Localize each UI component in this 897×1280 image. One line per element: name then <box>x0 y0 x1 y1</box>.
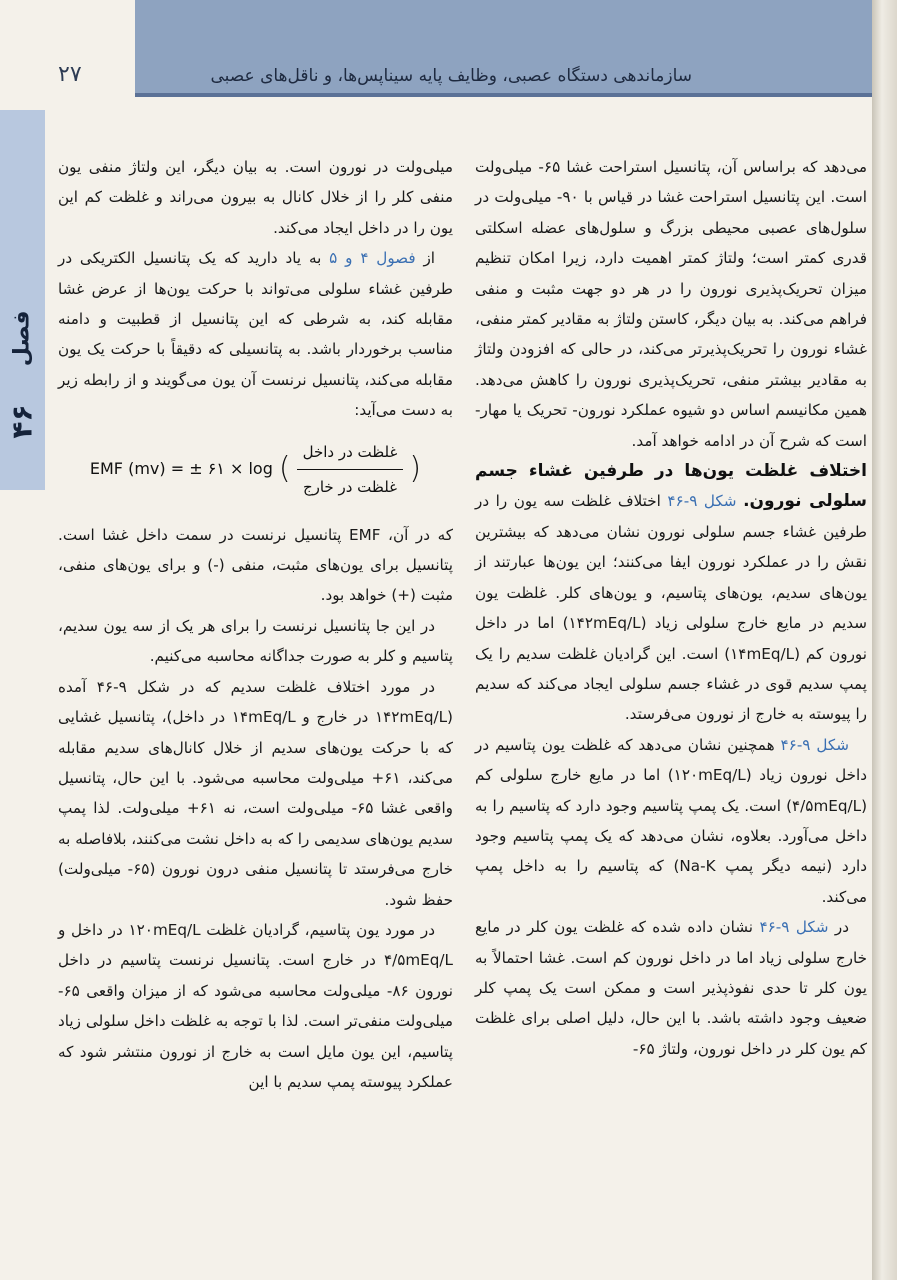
running-title: سازماندهی دستگاه عصبی، وظایف پایه سیناپس‌ها، و ناقل‌های عصبی <box>210 66 692 86</box>
paragraph: در مورد اختلاف غلظت سدیم که در شکل ۹-۴۶ آمده (۱۴۲mEq/L در خارج و ۱۴mEq/L در داخل)، پتانسیل غشایی که با حرکت یون‌های سدیم از خلال کانال‌های سدیم مقابله می‌کند، ۶۱+ میلی‌ولت محاسبه می‌شود. با این حال، پتانسیل واقعی غشا ۶۵- میلی‌ولت است، نه ۶۱+ میلی‌ولت. لذا پمپ سدیم یون‌های سدیمی را که به داخل نشت می‌کنند، بلافاصله به خارج می‌فرستد تا پتانسیل منفی درون نورون (۶۵- میلی‌ولت) حفظ شود. <box>58 677 453 909</box>
fraction-numerator: غلظت در داخل <box>297 437 404 470</box>
right-column <box>475 152 867 1064</box>
paragraph: که در آن، EMF پتانسیل نرنست در سمت داخل غشا است. پتانسیل برای یون‌های مثبت، منفی (-) و برای یون‌های منفی، مثبت (+) خواهد بود. <box>58 525 453 605</box>
figure-reference: شکل ۹-۴۶ <box>759 918 829 937</box>
paragraph <box>58 243 453 425</box>
page-number: ۲۷ <box>58 62 82 87</box>
paragraph-text: همچنین نشان می‌دهد که غلظت یون پتاسیم در داخل نورون زیاد (۱۲۰mEq/L) اما در مایع خارج سلولی کم (۴/۵mEq/L) است. یک پمپ پتاسیم وجود دارد که پتاسیم را به داخل می‌آورد. بعلاوه، نشان می‌دهد که یک پمپ پتاسیم وجود دارد (نیمه دیگر پمپ Na-K) که پتاسیم را به داخل پمپ می‌کند. <box>475 735 867 906</box>
equation-lhs: EMF (mv) = ± ۶۱ × log <box>89 459 273 479</box>
paragraph <box>475 730 867 912</box>
open-paren: ( <box>278 451 291 487</box>
chapter-number: ۴۶ <box>5 404 39 439</box>
figure-reference: شکل ۹-۴۶ <box>667 492 737 511</box>
chapter-reference: فصول ۴ و ۵ <box>329 249 416 268</box>
equation-fraction <box>297 437 404 503</box>
fraction-denominator: غلظت در خارج <box>302 478 398 497</box>
close-paren: ) <box>409 451 422 487</box>
paragraph: می‌دهد که براساس آن، پتانسیل استراحت غشا ۶۵- میلی‌ولت است. این پتانسیل استراحت غشا در قیاس با ۹۰- میلی‌ولت در سلول‌های عصبی محیطی بزرگ و سلول‌های عضله اسکلتی قدری کمتر است؛ ولتاژ کمتر اهمیت دارد، زیرا امکان تنظیم میزان تحریک‌پذیری نورون را در هر دو جهت مثبت و منفی فراهم می‌کند. به بیان دیگر، کاستن ولتاژ به مقادیر کمتر منفی، غشاء نورون را تحریک‌پذیرتر می‌کند، در حالی که افزودن ولتاژ به مقادیر بیشتر منفی، تحریک‌پذیری نورون را کاهش می‌دهد. همین مکانیسم اساس دو شیوه عملکرد نورون- تحریک یا مهار- است که شرح آن در ادامه خواهد آمد. <box>475 158 868 450</box>
figure-reference: شکل ۹-۴۶ <box>780 735 849 754</box>
paragraph-text: اختلاف غلظت سه یون را در طرفین غشاء جسم سلولی نورون نشان می‌دهد که بیشترین نقش را در عملکرد نورون ایفا می‌کنند؛ این یون‌ها عبارتند از یون‌های سدیم، یون‌های پتاسیم، و یون‌های کلر. غلظت یون سدیم در مایع خارج سلولی زیاد (۱۴۲mEq/L) اما در داخل نورون کم (۱۴mEq/L) است. این گرادیان غلظت سدیم را یک پمپ سدیم قوی در غشاء جسم سلولی ایجاد می‌کند که سدیم را پیوسته به خارج از نورون می‌فرستد. <box>475 492 867 724</box>
paragraph-text: نشان داده شده که غلظت یون کلر در مایع خارج سلولی زیاد اما در داخل نورون کم است. غشا احتمالاً به یون کلر تا حدی نفوذپذیر است و ممکن است یک پمپ کلر ضعیف وجود داشته باشد. با این حال، دلیل اصلی برای غلظت کم یون کلر در داخل نورون، ولتاژ ۶۵- <box>475 918 867 1058</box>
paragraph: میلی‌ولت در نورون است. به بیان دیگر، این ولتاژ منفی یون منفی کلر را از خلال کانال به بیرون می‌راند و غلظت کم این یون را در داخل ایجاد می‌کند. <box>58 158 453 237</box>
paragraph-prefix: در <box>828 918 849 937</box>
header-rule <box>135 93 887 97</box>
paragraph: در این جا پتانسیل نرنست را برای هر یک از سه یون سدیم، پتاسیم و کلر به صورت جداگانه محاسبه می‌کنیم. <box>58 616 453 666</box>
paragraph: در مورد یون پتاسیم، گرادیان غلظت ۱۲۰mEq/L در داخل و ۴/۵mEq/L در خارج است. پتانسیل نرنست پتاسیم در داخل نورون ۸۶- میلی‌ولت محاسبه می‌شود که از میزان واقعی ۶۵- میلی‌ولت منفی‌تر است. لذا با توجه به غلظت داخل سلولی زیاد پتاسیم، این یون مایل است به خارج از نورون منتشر شود که عملکرد پیوسته پمپ سدیم با این <box>58 920 453 1091</box>
nernst-equation <box>58 440 453 500</box>
section-paragraph <box>475 456 867 730</box>
left-column <box>58 152 453 1097</box>
section-heading: اختلاف غلظت یون‌ها در طرفین غشاء جسم سلولی نورون. <box>475 461 867 512</box>
paragraph-text: به یاد دارید که یک پتانسیل الکتریکی در طرفین غشاء سلولی می‌تواند با حرکت یون‌ها از عرض غشا مقابله کند، به شرطی که این پتانسیل از قطبیت و دامنه مناسب برخوردار باشد. به پتانسیلی که دقیقاً با حرکت یک یون مقابله می‌کند، پتانسیل نرنست آن یون می‌گویند و از رابطه زیر به دست می‌آید: <box>58 249 453 420</box>
paragraph <box>475 912 867 1064</box>
next-page-edge <box>872 0 897 1280</box>
chapter-label: فصل <box>9 310 35 367</box>
paragraph-prefix: از <box>415 249 436 268</box>
